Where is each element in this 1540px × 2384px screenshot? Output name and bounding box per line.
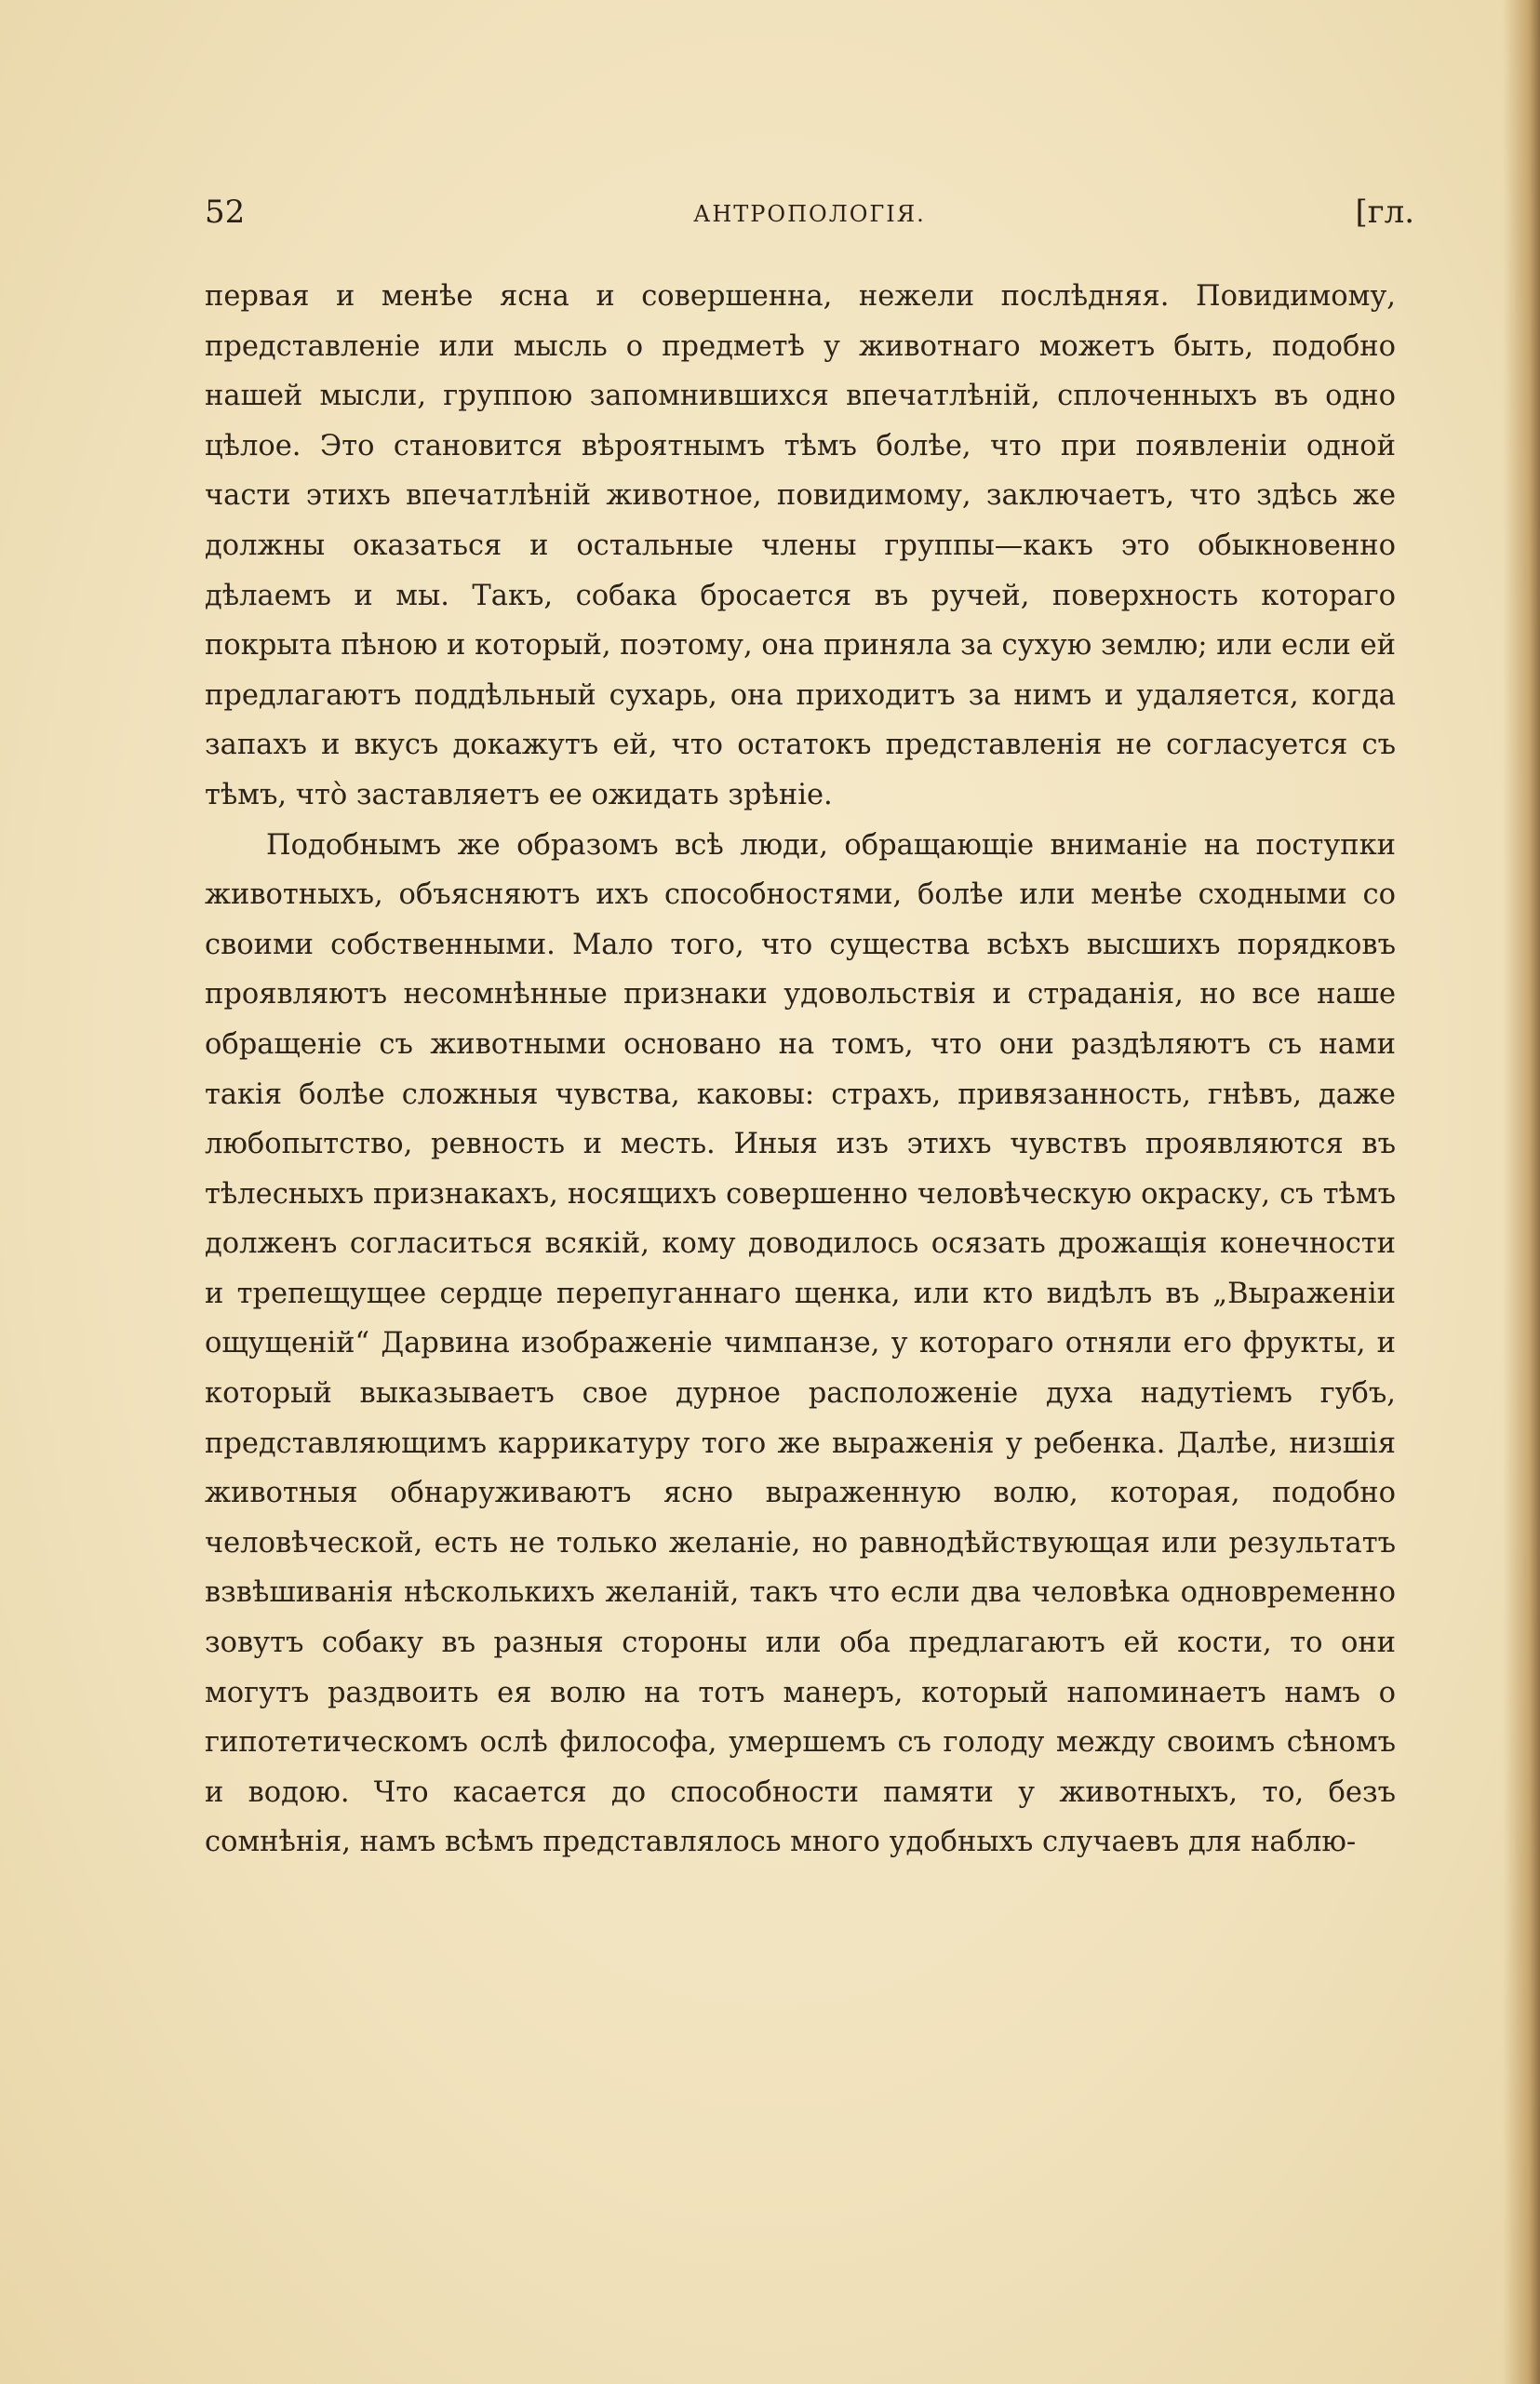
page-header: [205, 194, 1414, 240]
page-edge-shadow: [1503, 0, 1540, 2384]
page-number: 52: [205, 194, 246, 231]
body-text: [205, 272, 1396, 1868]
chapter-mark: [гл.: [1355, 194, 1414, 231]
running-title: АНТРОПОЛОГІЯ.: [693, 201, 926, 227]
paragraph: Подобнымъ же образомъ всѣ люди, обращающіе вниманіе на поступки животныхъ, объясняютъ ихъ способностями, болѣе или менѣе сходными со своими собственными. Мало того, что существа всѣхъ высшихъ порядковъ проявляютъ несомнѣнные признаки удовольствія и страданія, но все наше обращеніе съ животными основано на томъ, что они раздѣляютъ съ нами такія болѣе сложныя чувства, каковы: страхъ, привязанность, гнѣвъ, даже любопытство, ревность и месть. Иныя изъ этихъ чувствъ проявляются въ тѣлесныхъ признакахъ, носящихъ совершенно человѣческую окраску, съ тѣмъ долженъ согласиться всякій, кому доводилось осязать дрожащія конечности и трепещущее сердце перепуганнаго щенка, или кто видѣлъ въ „Выраженіи ощущеній“ Дарвина изображеніе чимпанзе, у котораго отняли его фрукты, и который выказываетъ свое дурное расположеніе духа надутіемъ губъ, представляющимъ каррикатуру того же выраженія у ребенка. Далѣе, низшія животныя обнаруживаютъ ясно выраженную волю, которая, подобно человѣческой, есть не только желаніе, но равнодѣйствующая или результатъ взвѣшиванія нѣсколькихъ желаній, такъ что если два человѣка одновременно зовутъ собаку въ разныя стороны или оба предлагаютъ ей кости, то они могутъ раздвоить ея волю на тотъ манеръ, который напоминаетъ намъ о гипотетическомъ ослѣ философа, умершемъ съ голоду между своимъ сѣномъ и водою. Что касается до способности памяти у животныхъ, то, безъ сомнѣнія, намъ всѣмъ представлялось много удобныхъ случаевъ для наблю-: [205, 828, 1396, 1859]
paragraph-continued: первая и менѣе ясна и совершенна, нежели послѣдняя. Повидимому, представленіе или мысль о предметѣ у животнаго можетъ быть, подобно нашей мысли, группою запомнившихся впечатлѣній, сплоченныхъ въ одно цѣлое. Это становится вѣроятнымъ тѣмъ болѣе, что при появленіи одной части этихъ впечатлѣній животное, повидимому, заключаетъ, что здѣсь же должны оказаться и остальные члены группы—какъ это обыкновенно дѣлаемъ и мы. Такъ, собака бросается въ ручей, поверхность котораго покрыта пѣною и который, поэтому, она приняла за сухую землю; или если ей предлагаютъ поддѣльный сухарь, она приходитъ за нимъ и удаляется, когда запахъ и вкусъ докажутъ ей, что остатокъ представленія не согласуется съ тѣмъ, что̀ заставляетъ ее ожидать зрѣніе.: [205, 280, 1396, 811]
